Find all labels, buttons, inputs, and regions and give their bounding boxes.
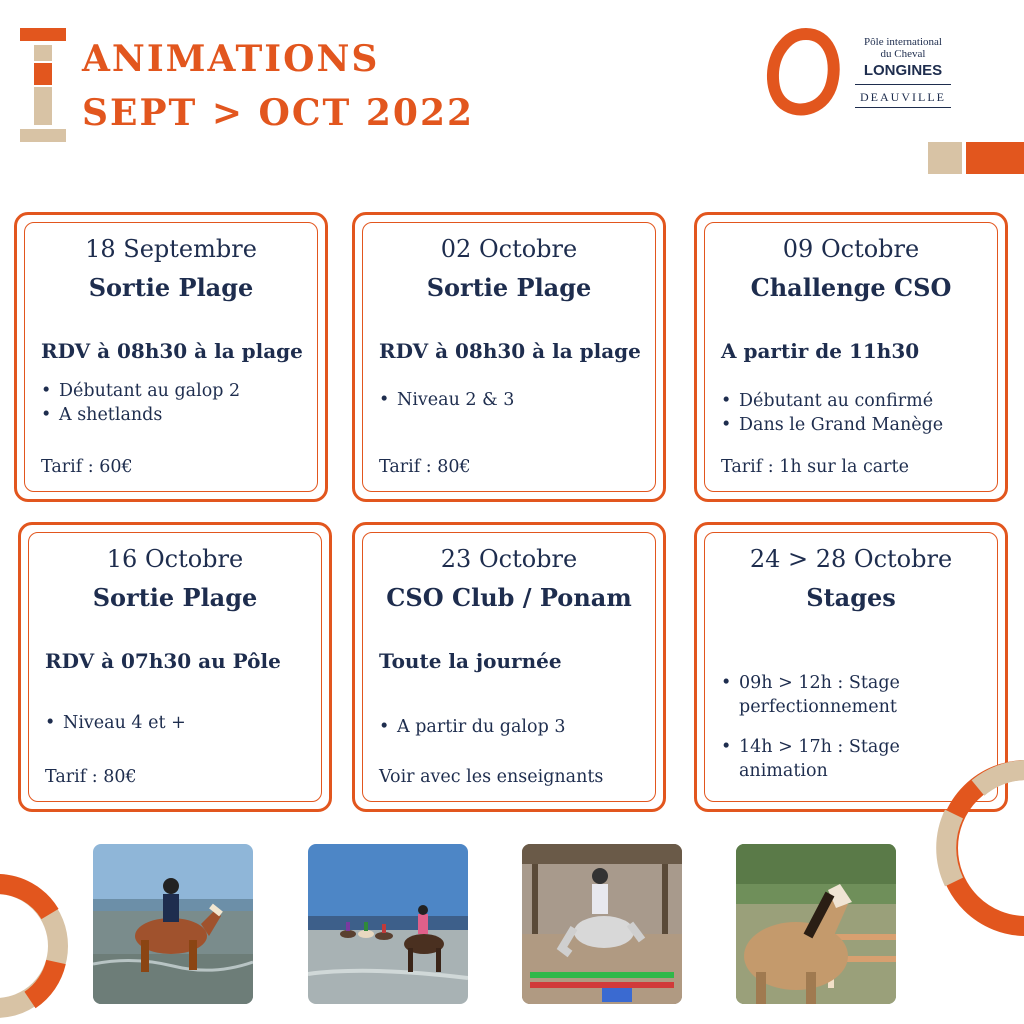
photo-beach-group bbox=[308, 844, 468, 1004]
event-detail-item: • Dans le Grand Manège bbox=[721, 413, 995, 437]
event-detail-item: • Débutant au confirmé bbox=[721, 389, 995, 413]
event-rendezvous: RDV à 08h30 à la plage bbox=[41, 339, 303, 363]
event-date: 24 > 28 Octobre bbox=[749, 545, 953, 573]
logo-line2: du Cheval bbox=[880, 48, 926, 60]
event-name: Sortie Plage bbox=[92, 583, 258, 612]
event-date: 18 Septembre bbox=[85, 235, 257, 263]
event-rendezvous: Toute la journée bbox=[379, 649, 562, 673]
event-detail-item: • A partir du galop 3 bbox=[379, 715, 653, 739]
event-details bbox=[379, 388, 653, 412]
event-price: Tarif : 60€ bbox=[41, 457, 133, 477]
event-name: Challenge CSO bbox=[750, 273, 952, 302]
event-card-2 bbox=[352, 212, 666, 502]
event-details bbox=[41, 379, 315, 427]
logo-line1: Pôle international bbox=[864, 36, 942, 48]
event-details bbox=[45, 711, 319, 735]
event-rendezvous: A partir de 11h30 bbox=[721, 339, 920, 363]
photo-show-jumping bbox=[522, 844, 682, 1004]
right-ring-decoration bbox=[918, 754, 1024, 944]
photo-pony-portrait bbox=[736, 844, 896, 1004]
event-card-5 bbox=[352, 522, 666, 812]
event-detail-item: • Niveau 2 & 3 bbox=[379, 388, 653, 412]
event-details bbox=[379, 715, 653, 739]
page-title-line1: ANIMATIONS bbox=[82, 38, 380, 80]
logo-ring-icon bbox=[766, 28, 844, 120]
event-price: Tarif : 1h sur la carte bbox=[721, 457, 909, 477]
event-details bbox=[721, 389, 995, 437]
event-name: CSO Club / Ponam bbox=[386, 583, 632, 612]
event-date: 16 Octobre bbox=[106, 545, 244, 573]
event-name: Sortie Plage bbox=[88, 273, 254, 302]
event-price: Tarif : 80€ bbox=[45, 767, 137, 787]
event-card-1 bbox=[14, 212, 328, 502]
event-detail-item: • 14h > 17h : Stage animation bbox=[721, 735, 981, 783]
event-rendezvous: RDV à 08h30 à la plage bbox=[379, 339, 641, 363]
logo-divider bbox=[855, 107, 951, 108]
event-rendezvous: RDV à 07h30 au Pôle bbox=[45, 649, 281, 673]
event-detail-item: • Niveau 4 et + bbox=[45, 711, 319, 735]
logo-line3: LONGINES bbox=[863, 62, 943, 79]
logo-line4: DEAUVILLE bbox=[860, 90, 946, 104]
event-note: Voir avec les enseignants bbox=[379, 767, 604, 787]
photo-beach-pony bbox=[93, 844, 253, 1004]
event-detail-item: • 09h > 12h : Stage perfectionnement bbox=[721, 671, 981, 719]
event-date: 09 Octobre bbox=[782, 235, 920, 263]
event-price: Tarif : 80€ bbox=[379, 457, 471, 477]
event-detail-item: • A shetlands bbox=[41, 403, 315, 427]
event-name: Sortie Plage bbox=[426, 273, 592, 302]
logo-divider bbox=[855, 84, 951, 85]
event-date: 23 Octobre bbox=[440, 545, 578, 573]
left-ring-decoration bbox=[0, 862, 70, 1024]
page-title-line2: SEPT > OCT 2022 bbox=[82, 92, 475, 134]
event-date: 02 Octobre bbox=[440, 235, 578, 263]
event-card-3 bbox=[694, 212, 1008, 502]
event-detail-item: • Débutant au galop 2 bbox=[41, 379, 315, 403]
event-name: Stages bbox=[806, 583, 896, 612]
event-card-4 bbox=[18, 522, 332, 812]
